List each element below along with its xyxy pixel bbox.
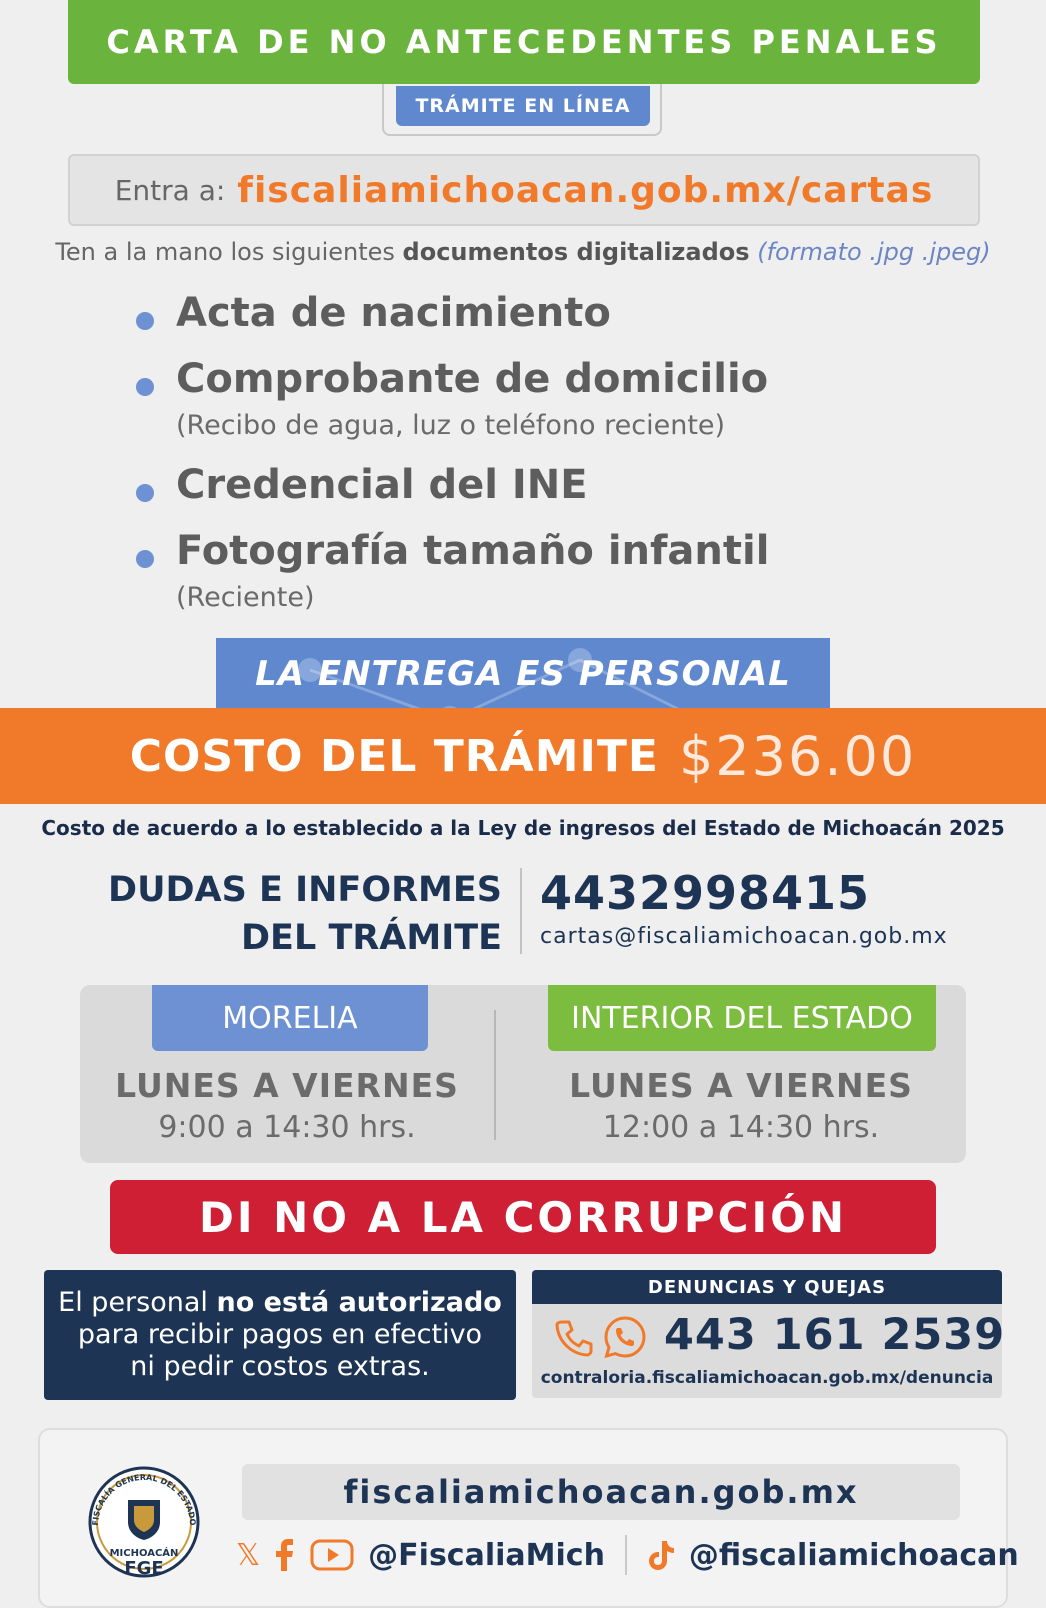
document-label: Comprobante de domicilio	[176, 356, 769, 402]
handle-main[interactable]: @FiscaliaMich	[368, 1537, 605, 1573]
bullet-icon	[136, 378, 154, 396]
youtube-icon[interactable]	[310, 1539, 354, 1571]
info-heading	[60, 866, 502, 962]
city-interior: INTERIOR DEL ESTADO	[548, 985, 936, 1051]
schedule-days: LUNES A VIERNES	[115, 1066, 459, 1105]
document-label: Acta de nacimiento	[176, 290, 611, 336]
document-label: Fotografía tamaño infantil	[176, 528, 770, 574]
complaints-phone[interactable]: 443 161 2539	[664, 1310, 1006, 1360]
divider	[494, 1010, 496, 1140]
warning-line2: para recibir pagos en efectivo	[77, 1319, 483, 1350]
bullet-icon	[136, 484, 154, 502]
x-icon[interactable]: 𝕏	[236, 1537, 261, 1573]
no-cash-warning	[44, 1270, 516, 1400]
phone-icon	[554, 1318, 594, 1358]
info-heading-line1: DUDAS E INFORMES	[108, 870, 502, 910]
seal-arc-text: FISCALÍA GENERAL DEL ESTADO	[90, 1472, 198, 1526]
document-note: (Reciente)	[176, 582, 315, 613]
url-prefix: Entra a:	[114, 173, 226, 207]
facebook-icon[interactable]	[274, 1539, 296, 1571]
intro-lead: Ten a la mano los siguientes	[55, 238, 403, 266]
intro-format: (formato .jpg .jpeg)	[757, 238, 991, 266]
cost-law-note: Costo de acuerdo a lo establecido a la Ley de ingresos del Estado de Michoacán 2025	[41, 816, 1005, 840]
cost-banner	[0, 708, 1046, 804]
cartas-url-link[interactable]: fiscaliamichoacan.gob.mx/cartas	[237, 169, 934, 211]
warning-line3: ni pedir costos extras.	[130, 1351, 430, 1382]
intro-bold: documentos digitalizados	[402, 238, 750, 266]
divider	[625, 1535, 627, 1575]
complaints-url-link[interactable]: contraloria.fiscaliamichoacan.gob.mx/denuncia	[540, 1368, 994, 1388]
seal-state-text: MICHOACÁN	[109, 1548, 179, 1559]
document-note: (Recibo de agua, luz o teléfono reciente)	[176, 410, 726, 441]
divider	[520, 868, 522, 954]
online-procedure-badge: TRÁMITE EN LÍNEA	[396, 86, 650, 126]
schedule-days: LUNES A VIERNES	[569, 1066, 913, 1105]
whatsapp-icon	[602, 1314, 648, 1360]
document-label: Credencial del INE	[176, 462, 588, 508]
seal-abbr-text: FGE	[124, 1558, 164, 1579]
info-email[interactable]: cartas@fiscaliamichoacan.gob.mx	[540, 924, 948, 949]
schedule-hours: 9:00 a 14:30 hrs.	[158, 1110, 416, 1145]
info-phone[interactable]: 4432998415	[540, 866, 871, 920]
cost-price: $236.00	[678, 724, 917, 788]
anti-corruption-banner: DI NO A LA CORRUPCIÓN	[110, 1180, 936, 1254]
personal-delivery-banner: LA ENTREGA ES PERSONAL	[216, 638, 830, 710]
documents-intro	[0, 238, 1046, 266]
schedule-hours: 12:00 a 14:30 hrs.	[602, 1110, 880, 1145]
social-links	[236, 1530, 1019, 1580]
complaints-title: DENUNCIAS Y QUEJAS	[532, 1270, 1002, 1304]
handle-tiktok[interactable]: @fiscaliamichoacan	[688, 1537, 1019, 1573]
info-heading-line2: DEL TRÁMITE	[241, 918, 502, 958]
website-box	[68, 154, 980, 226]
warning-bold: no está autorizado	[216, 1287, 502, 1318]
warning-lead: El personal	[58, 1287, 217, 1318]
bullet-icon	[136, 312, 154, 330]
footer-website-link[interactable]: fiscaliamichoacan.gob.mx	[242, 1464, 960, 1520]
tiktok-icon[interactable]	[647, 1539, 675, 1571]
warning-line1	[58, 1287, 502, 1319]
city-morelia: MORELIA	[152, 985, 428, 1051]
fge-seal-logo	[82, 1460, 206, 1584]
bullet-icon	[136, 550, 154, 568]
page-title: CARTA DE NO ANTECEDENTES PENALES	[68, 0, 980, 84]
cost-label: COSTO DEL TRÁMITE	[129, 730, 659, 782]
